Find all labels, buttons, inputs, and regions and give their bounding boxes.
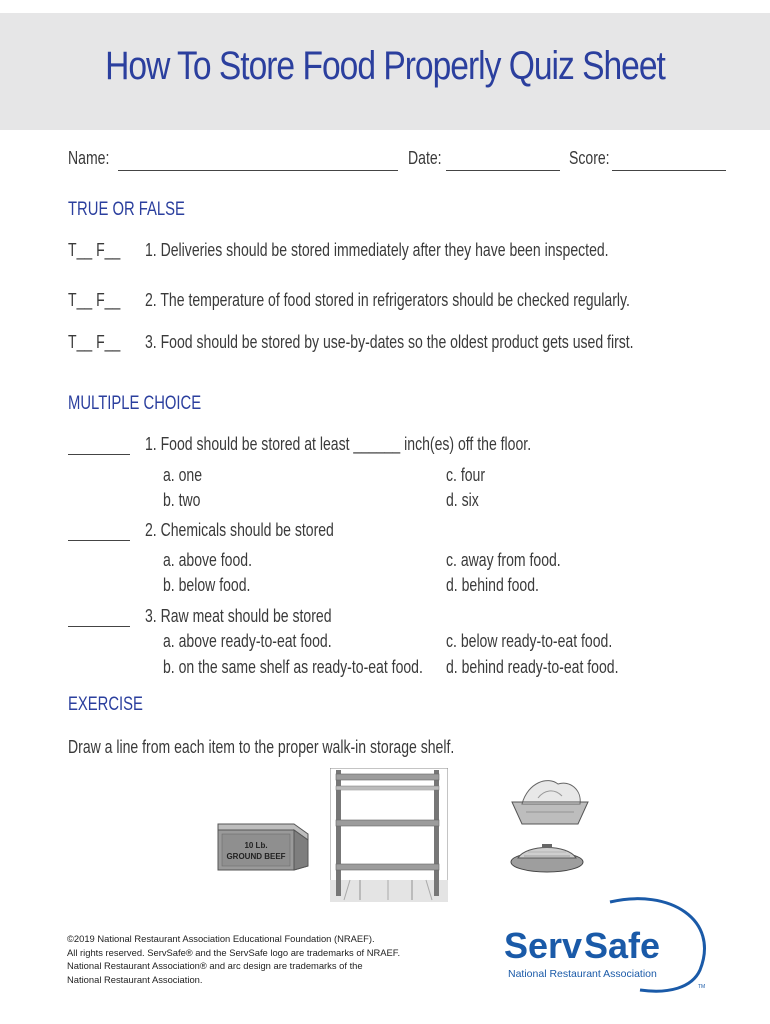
covered-tray-illustration[interactable] — [508, 776, 592, 828]
exercise-instruction: Draw a line from each item to the proper walk-in storage shelf. — [68, 737, 455, 757]
mc-question-3: 3. Raw meat should be stored — [145, 606, 332, 626]
footer-line-2: All rights reserved. ServSafe® and the ServSafe logo are trademarks of NRAEF. — [67, 946, 401, 958]
tf-marker-2[interactable]: T__ F__ — [68, 290, 121, 310]
mc-question-1: 1. Food should be stored at least ______ inch(es) off the floor. — [145, 434, 532, 454]
mc-option-1c[interactable]: c. four — [446, 465, 486, 485]
mc-option-2c[interactable]: c. away from food. — [446, 550, 561, 570]
tf-marker-3[interactable]: T__ F__ — [68, 332, 121, 352]
logo-subtitle: National Restaurant Association — [508, 968, 657, 980]
box-label-weight: 10 Lb. — [244, 841, 268, 850]
servsafe-logo — [500, 890, 725, 1000]
box-label-product: GROUND BEEF — [226, 852, 286, 861]
date-field[interactable] — [446, 170, 560, 171]
mc-option-2b[interactable]: b. below food. — [163, 575, 251, 595]
logo-serv: Serv — [504, 925, 583, 966]
logo-tm: TM — [698, 984, 706, 990]
mc-option-3b[interactable]: b. on the same shelf as ready-to-eat food. — [163, 657, 423, 677]
true-false-heading: TRUE OR FALSE — [68, 199, 185, 220]
tf-question-2: 2. The temperature of food stored in refrigerators should be checked regularly. — [145, 290, 630, 310]
mc-option-3a[interactable]: a. above ready-to-eat food. — [163, 631, 332, 651]
mc-answer-blank-3[interactable] — [68, 626, 130, 627]
page-title: How To Store Food Properly Quiz Sheet — [105, 44, 665, 88]
footer-line-1: ©2019 National Restaurant Association Educational Foundation (NRAEF). — [67, 933, 375, 944]
mc-option-3c[interactable]: c. below ready-to-eat food. — [446, 631, 613, 651]
multiple-choice-heading: MULTIPLE CHOICE — [68, 393, 202, 414]
tf-question-3: 3. Food should be stored by use-by-dates so the oldest product gets used first. — [145, 332, 634, 352]
copyright-footer — [67, 932, 400, 986]
mc-option-2d[interactable]: d. behind food. — [446, 575, 539, 595]
mc-option-1a[interactable]: a. one — [163, 465, 203, 485]
footer-line-3: National Restaurant Association® and arc design are trademarks of the — [67, 960, 363, 972]
name-field[interactable] — [118, 170, 398, 171]
ground-beef-box-illustration[interactable] — [216, 822, 310, 872]
score-field[interactable] — [612, 170, 726, 171]
logo-safe: Safe — [584, 925, 661, 966]
mc-option-1b[interactable]: b. two — [163, 490, 201, 510]
mc-question-2: 2. Chemicals should be stored — [145, 520, 334, 540]
mc-answer-blank-1[interactable] — [68, 454, 130, 455]
score-label: Score: — [569, 148, 610, 168]
name-label: Name: — [68, 148, 110, 168]
walk-in-shelf-illustration[interactable] — [330, 768, 448, 902]
tf-marker-1[interactable]: T__ F__ — [68, 240, 121, 260]
exercise-heading: EXERCISE — [68, 694, 143, 715]
footer-line-4: National Restaurant Association. — [67, 973, 203, 985]
mc-option-3d[interactable]: d. behind ready-to-eat food. — [446, 657, 619, 677]
date-label: Date: — [408, 148, 442, 168]
mc-answer-blank-2[interactable] — [68, 540, 130, 541]
mc-option-2a[interactable]: a. above food. — [163, 550, 252, 570]
covered-pan-illustration[interactable] — [508, 840, 586, 876]
mc-option-1d[interactable]: d. six — [446, 490, 479, 510]
tf-question-1: 1. Deliveries should be stored immediately after they have been inspected. — [145, 240, 609, 260]
